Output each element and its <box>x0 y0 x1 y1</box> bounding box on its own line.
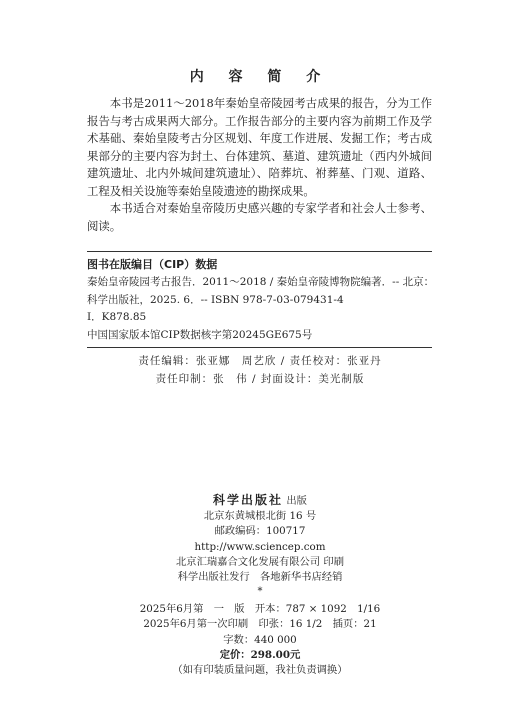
publication-info <box>0 493 520 678</box>
cip-line-title: 秦始皇帝陵园考古报告．2011～2018 / 秦始皇帝陵博物院编著．-- 北京： <box>87 276 435 288</box>
credits-production: 责任印制：张 伟 / 封面设计：美光制版 <box>155 373 365 385</box>
section-title: 内 容 简 介 <box>189 69 331 85</box>
publisher-suffix: 出版 <box>286 495 307 507</box>
publisher-postcode: 邮政编码：100717 <box>214 525 306 538</box>
cip-line-classification: Ⅰ．K878.85 <box>87 311 147 323</box>
price-line <box>0 648 520 663</box>
credits-editors: 责任编辑：张亚娜 周艺欣 / 责任校对：张亚丹 <box>138 355 382 367</box>
printer-line: 北京汇瑞嘉合文化发展有限公司 印刷 <box>175 555 345 568</box>
printing-line: 2025年6月第一次印刷 印张：16 1/2 插页：21 <box>143 618 377 631</box>
publisher-line <box>0 493 520 509</box>
distribution-line: 科学出版社发行 各地新华书店经销 <box>177 571 343 584</box>
cip-block <box>87 274 435 344</box>
word-count-line: 字数：440 000 <box>223 633 297 646</box>
cip-top-divider <box>87 251 432 252</box>
cip-bottom-divider <box>87 347 432 348</box>
summary-paragraph-1: 本书是2011～2018年秦始皇帝陵园考古成果的报告，分为工作报告与考古成果两大部分。工作报告部分的主要内容为前期工作及学术基础、秦始皇陵考古分区规划、年度工作进展、发掘工作；考古成果部分的主要内容为封土、台体建筑、墓道、建筑遗址（西内外城间建筑遗址、北内外城间建筑遗址）、陪葬坑、祔葬墓、门观、道路、工程及相关设施等秦始皇陵遗迹的勘探成果。 <box>87 96 432 198</box>
publisher-website: http://www.sciencep.com <box>194 540 326 553</box>
price-label: 定价： <box>219 648 251 661</box>
edition-line: 2025年6月第 一 版 开本：787 × 1092 1/16 <box>139 603 381 616</box>
publisher-address: 北京东黄城根北街 16 号 <box>203 510 317 523</box>
cip-line-record-number: 中国国家版本馆CIP数据核字第20245GE675号 <box>87 328 313 341</box>
separator-star: * <box>257 586 263 598</box>
summary-block <box>87 95 432 235</box>
summary-paragraph-2: 本书适合对秦始皇帝陵历史感兴趣的专家学者和社会人士参考、阅读。 <box>87 201 432 233</box>
publisher-brand: 科学出版社 <box>213 493 284 507</box>
quality-note: （如有印装质量问题，我社负责调换） <box>172 664 348 677</box>
cip-line-publisher-isbn: 科学出版社，2025. 6．-- ISBN 978-7-03-079431-4 <box>87 293 344 306</box>
price-value: 298.00元 <box>250 648 301 661</box>
cip-heading: 图书在版编目（CIP）数据 <box>87 258 218 271</box>
